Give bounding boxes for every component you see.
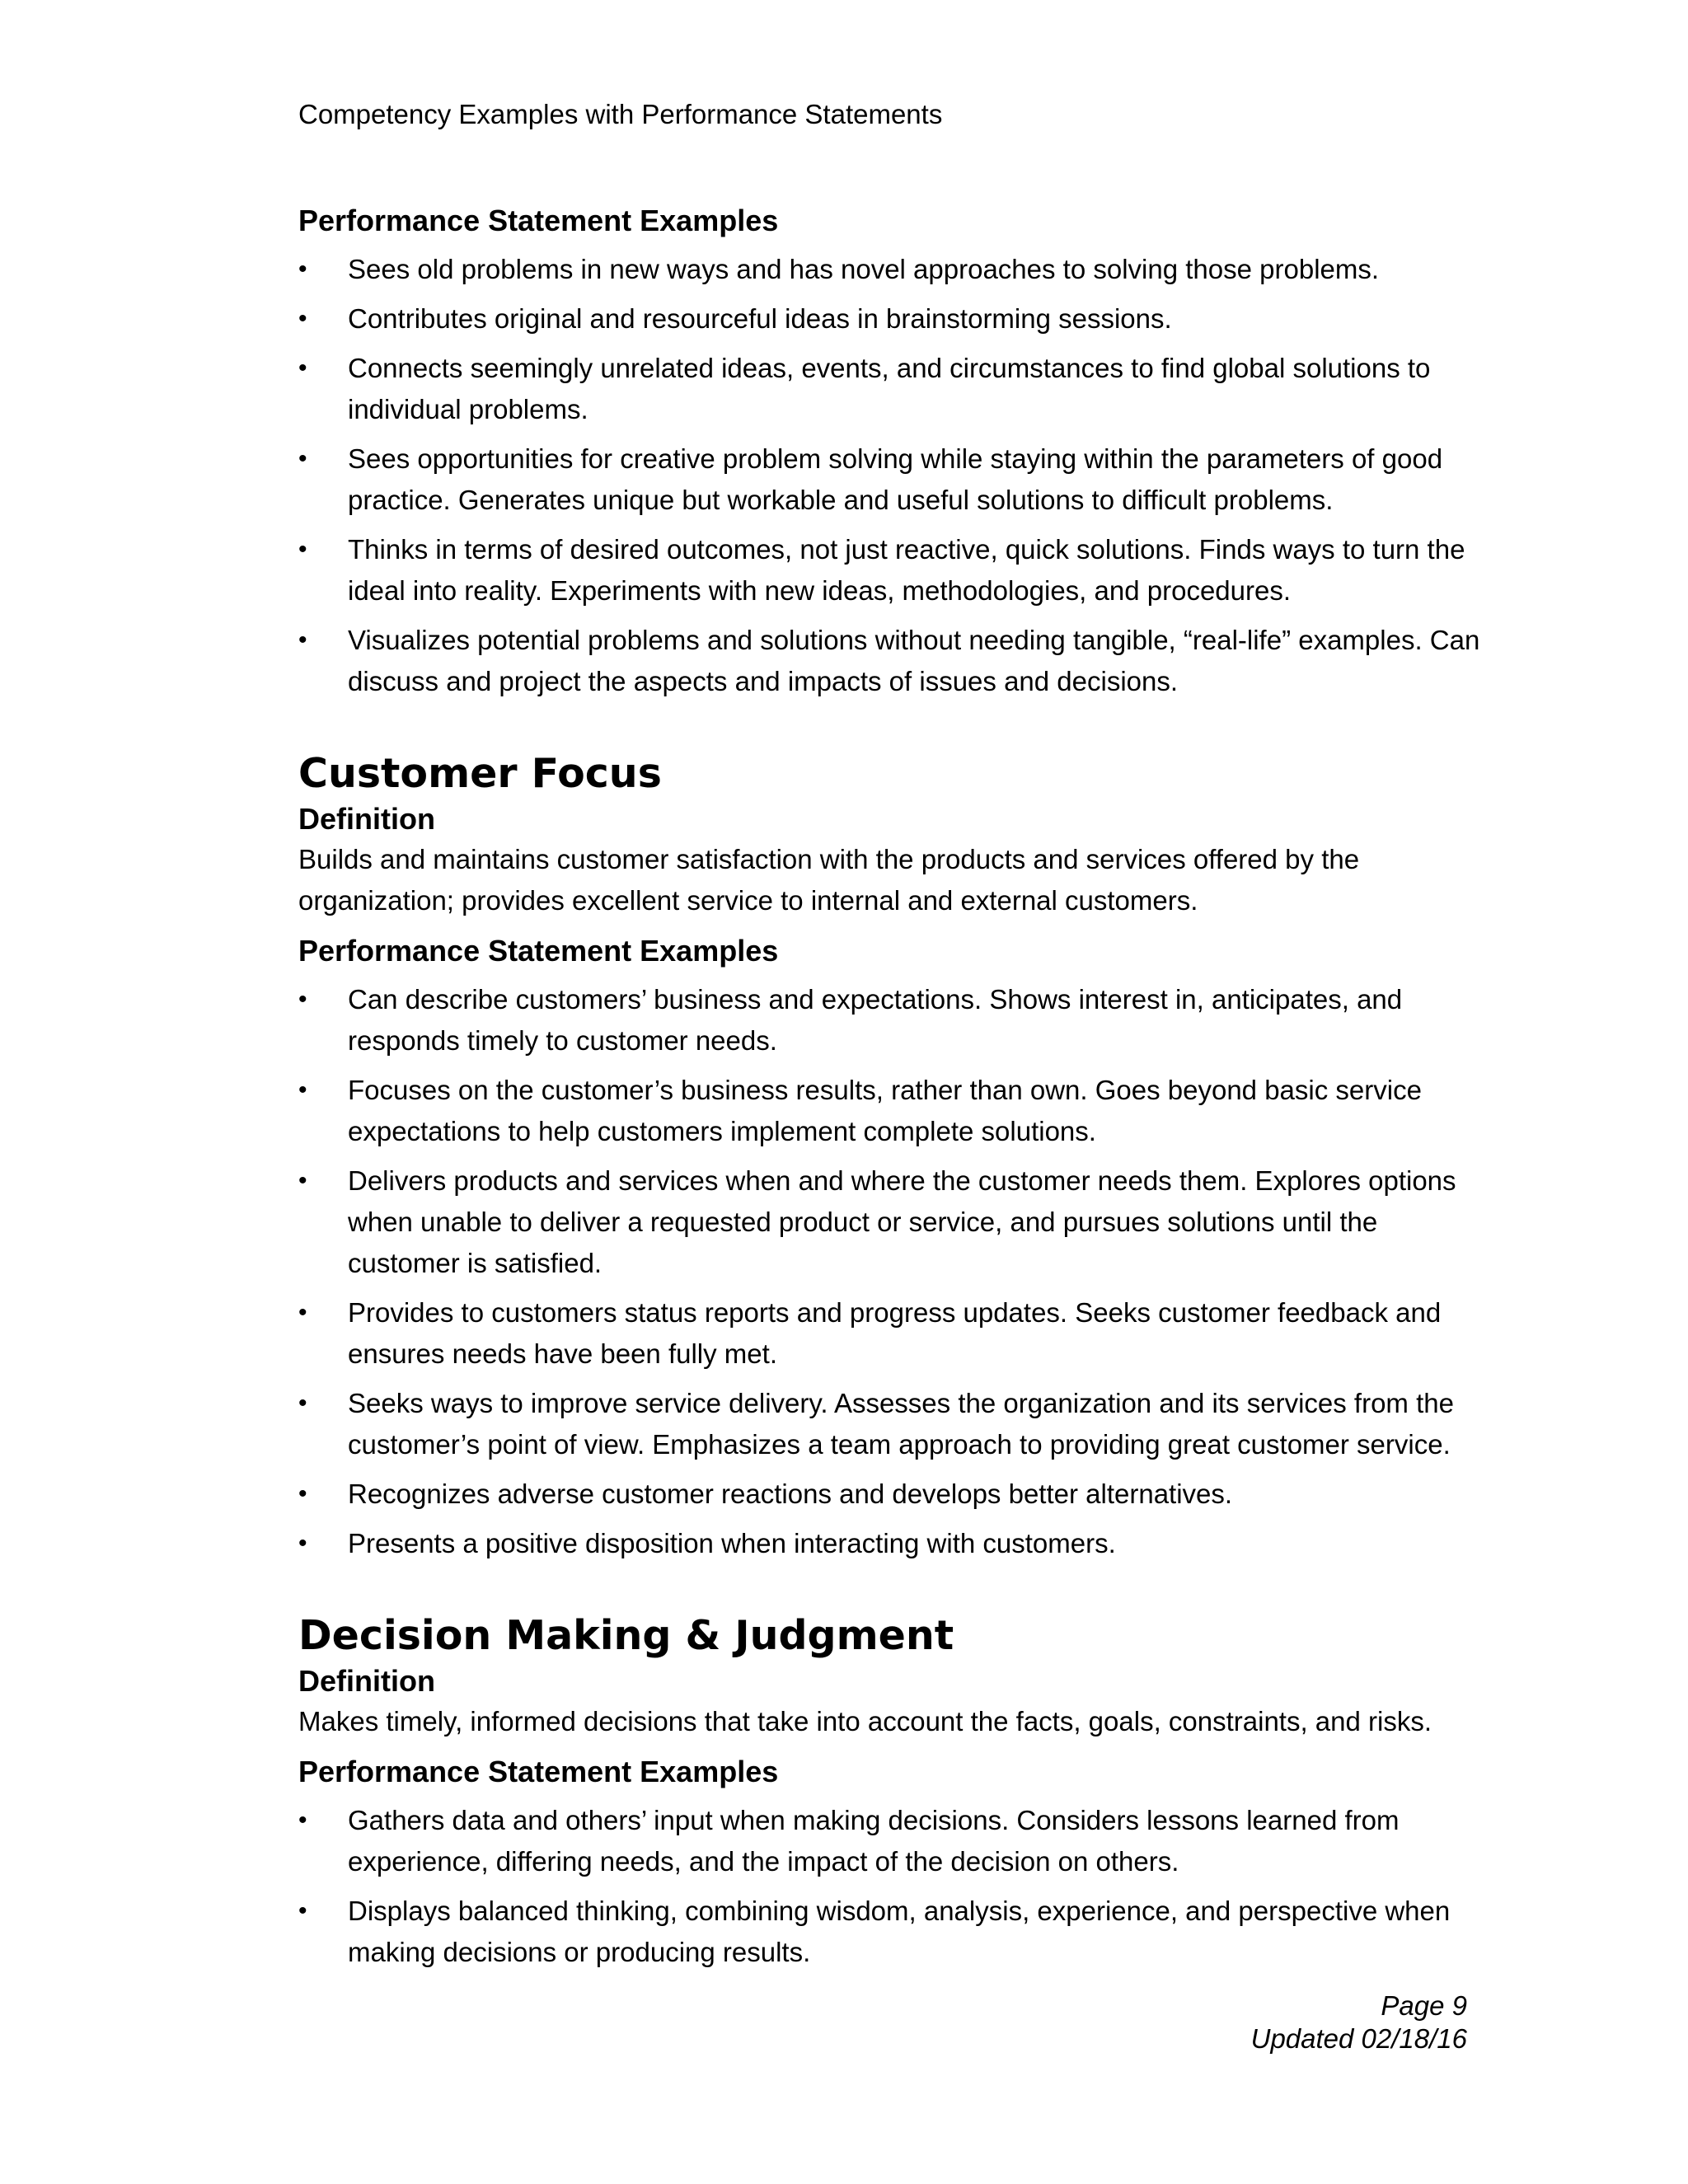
list-item: • Provides to customers status reports and progress updates. Seeks customer feedback and ensures needs have been fully met. [298,1292,1492,1375]
list-item: • Sees opportunities for creative problem solving while staying within the parameters of good practice. Generates unique but workable and useful solutions to difficult problems. [298,438,1492,521]
list-item: • Delivers products and services when and where the customer needs them. Explores options when unable to deliver a requested product or service, and pursues solutions until the customer is satisfied. [298,1160,1492,1284]
customer-focus-examples-list [298,979,1492,1564]
updated-date: Updated 02/18/16 [1250,2023,1467,2054]
list-item: • Connects seemingly unrelated ideas, events, and circumstances to find global solutions to individual problems. [298,348,1492,430]
top-examples-list [298,249,1492,702]
page-footer [1251,1990,1467,2055]
list-item: • Thinks in terms of desired outcomes, not just reactive, quick solutions. Finds ways to turn the ideal into reality. Experiments with new ideas, methodologies, and procedures. [298,529,1492,612]
list-item: • Focuses on the customer’s business results, rather than own. Goes beyond basic service expectations to help customers implement complete solutions. [298,1070,1492,1152]
customer-focus-definition: Builds and maintains customer satisfaction with the products and services offered by the organization; provides excellent service to internal and external customers. [298,844,1360,916]
list-item: • Presents a positive disposition when interacting with customers. [298,1523,1492,1564]
list-item: • Seeks ways to improve service delivery. Assesses the organization and its services from the customer’s point of view. Emphasizes a team approach to providing great customer service. [298,1383,1492,1465]
section-title-customer-focus: Customer Focus [298,750,662,797]
running-header: Competency Examples with Performance Statements [298,99,943,129]
page-number: Page 9 [1381,1990,1467,2021]
list-item: • Gathers data and others’ input when making decisions. Considers lessons learned from experience, differing needs, and the impact of the decision on others. [298,1800,1492,1882]
customer-focus-examples-heading: Performance Statement Examples [298,934,779,968]
decision-making-examples-heading: Performance Statement Examples [298,1755,779,1788]
list-item: • Can describe customers’ business and expectations. Shows interest in, anticipates, and responds timely to customer needs. [298,979,1492,1062]
list-item: • Recognizes adverse customer reactions and develops better alternatives. [298,1474,1492,1515]
decision-making-definition-heading: Definition [298,1664,435,1698]
list-item: • Visualizes potential problems and solutions without needing tangible, “real-life” examples. Can discuss and project the aspects and impacts of issues and decisions. [298,620,1492,702]
top-examples-heading: Performance Statement Examples [298,204,779,237]
list-item: • Sees old problems in new ways and has novel approaches to solving those problems. [298,249,1492,290]
list-item: • Contributes original and resourceful ideas in brainstorming sessions. [298,298,1492,340]
customer-focus-definition-heading: Definition [298,802,435,836]
document-page [298,0,1492,2184]
section-title-decision-making: Decision Making & Judgment [298,1612,954,1659]
list-item: • Displays balanced thinking, combining wisdom, analysis, experience, and perspective when making decisions or producing results. [298,1891,1492,1973]
page-content [298,201,1492,1981]
decision-making-definition: Makes timely, informed decisions that take into account the facts, goals, constraints, and risks. [298,1706,1432,1736]
decision-making-examples-list [298,1800,1492,1973]
